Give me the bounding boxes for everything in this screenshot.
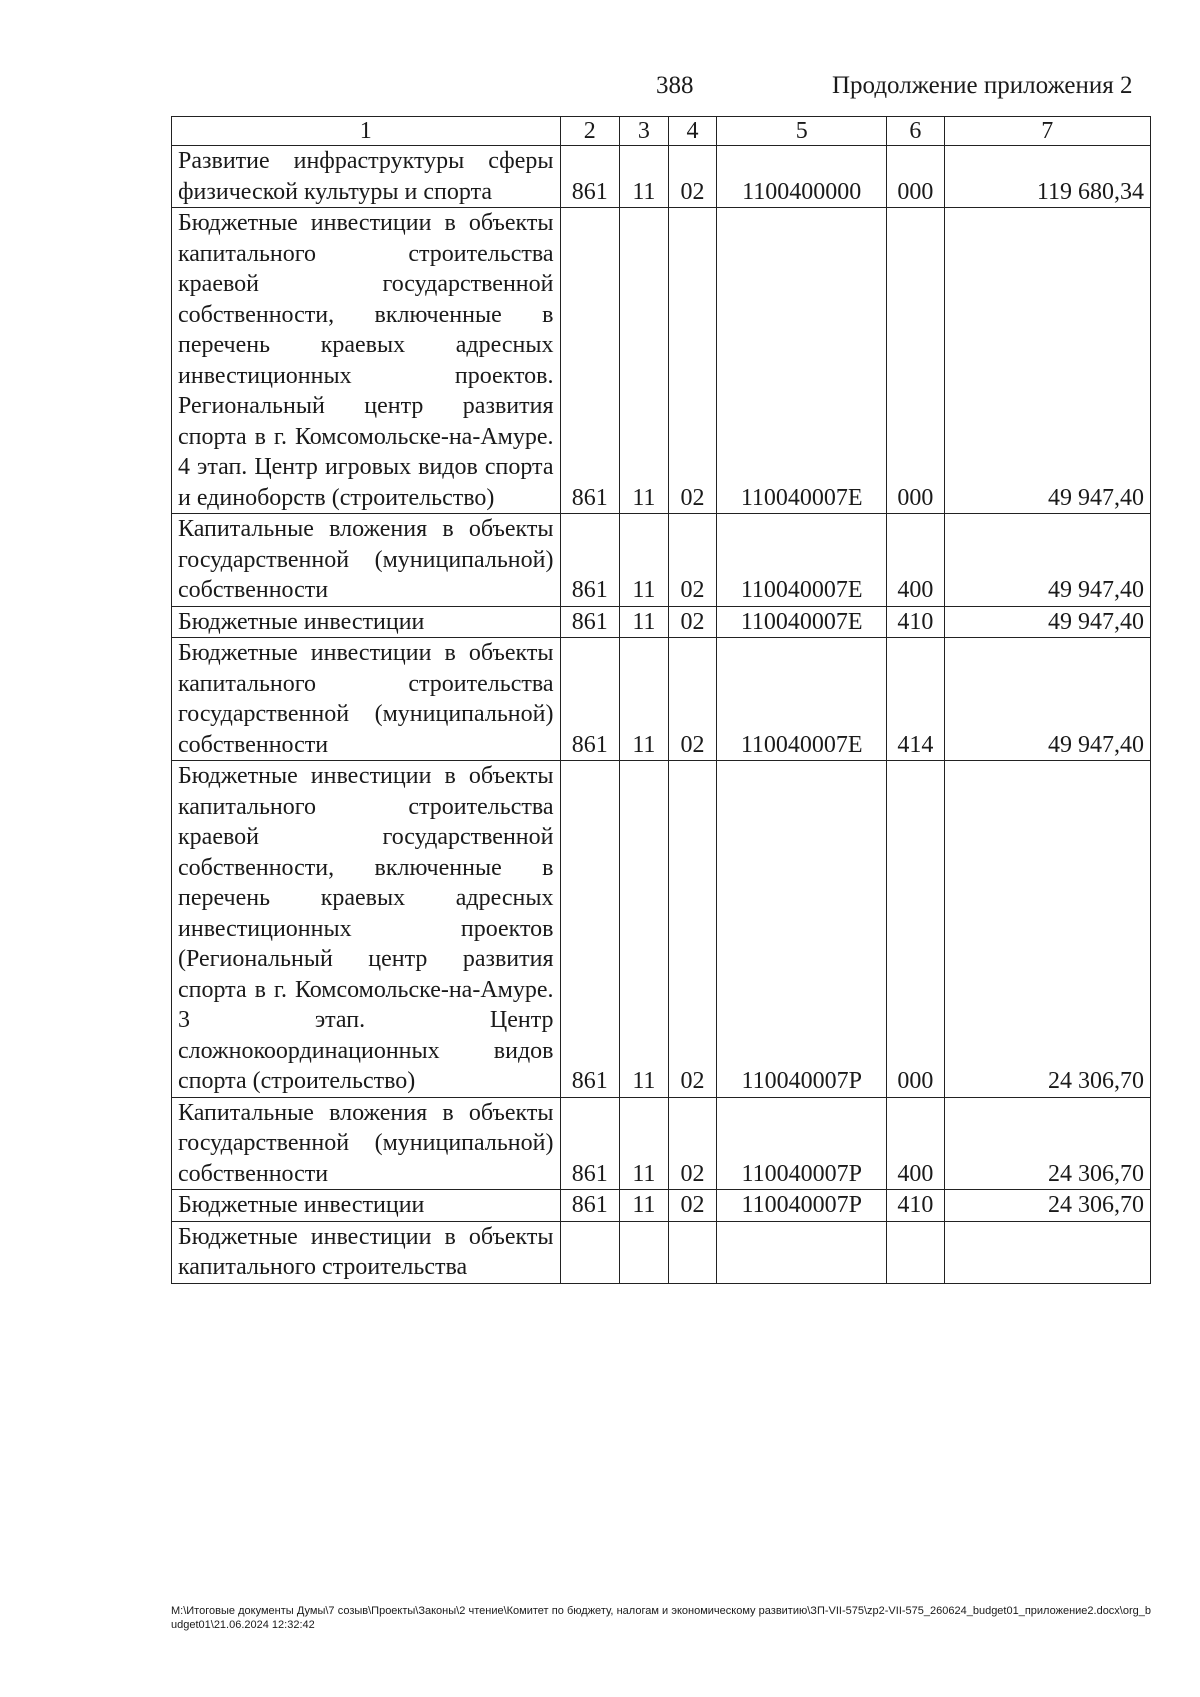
cell-ministry-code: 861: [560, 514, 620, 607]
cell-ministry-code: 861: [560, 1190, 620, 1222]
cell-expense-type: 410: [887, 1190, 944, 1222]
cell-target-article: 110040007Е: [717, 208, 887, 514]
cell-amount: 49 947,40: [944, 638, 1150, 761]
cell-expense-type: 000: [887, 146, 944, 208]
cell-amount: 49 947,40: [944, 208, 1150, 514]
cell-subsection: 02: [668, 1190, 717, 1222]
continuation-label: Продолжение приложения 2: [832, 72, 1133, 99]
table-row: [172, 1190, 1151, 1222]
file-path-footer: М:\Итоговые документы Думы\7 созыв\Проекты\Законы\2 чтение\Комитет по бюджету, налогам и экономическому развитию\ЗП-VII-575\zp2-VII-575_260624_budget01_приложение2.docx\org_budget01\21.06.2024 12:32:42: [171, 1605, 1151, 1631]
cell-expense-type: 400: [887, 1097, 944, 1190]
cell-ministry-code: [560, 1221, 620, 1283]
cell-subsection: [668, 1221, 717, 1283]
cell-target-article: 1100400000: [717, 146, 887, 208]
cell-ministry-code: 861: [560, 761, 620, 1098]
cell-expense-type: [887, 1221, 944, 1283]
cell-item-name: Бюджетные инвестиции в объекты капитального строительства краевой государственной собственности, включенные в перечень краевых адресных инвестиционных проектов (Региональный центр развития спорта в г. Комсомольске-на-Амуре. 3 этап. Центр сложнокоординационных видов спорта (строительство): [172, 761, 561, 1098]
table-body: [172, 146, 1151, 1284]
cell-section: 11: [620, 638, 669, 761]
cell-ministry-code: 861: [560, 146, 620, 208]
cell-amount: 119 680,34: [944, 146, 1150, 208]
cell-item-name: Капитальные вложения в объекты государственной (муниципальной) собственности: [172, 514, 561, 607]
cell-item-name: Бюджетные инвестиции в объекты капитального строительства государственной (муниципальной) собственности: [172, 638, 561, 761]
table-row: [172, 761, 1151, 1098]
table-row: [172, 146, 1151, 208]
cell-target-article: 110040007Р: [717, 1190, 887, 1222]
page-number: 388: [656, 72, 694, 99]
cell-item-name: Бюджетные инвестиции в объекты капитального строительства краевой государственной собственности, включенные в перечень краевых адресных инвестиционных проектов. Региональный центр развития спорта в г. Комсомольске-на-Амуре. 4 этап. Центр игровых видов спорта и единоборств (строительство): [172, 208, 561, 514]
cell-amount: 24 306,70: [944, 1190, 1150, 1222]
cell-section: 11: [620, 208, 669, 514]
column-header: 7: [944, 117, 1150, 146]
cell-amount: 49 947,40: [944, 606, 1150, 638]
table-row: [172, 606, 1151, 638]
table-row: [172, 1221, 1151, 1283]
column-header: 3: [620, 117, 669, 146]
cell-target-article: 110040007Е: [717, 514, 887, 607]
cell-section: 11: [620, 146, 669, 208]
cell-item-name: Капитальные вложения в объекты государственной (муниципальной) собственности: [172, 1097, 561, 1190]
cell-ministry-code: 861: [560, 1097, 620, 1190]
column-header: 6: [887, 117, 944, 146]
cell-expense-type: 410: [887, 606, 944, 638]
cell-section: [620, 1221, 669, 1283]
cell-section: 11: [620, 1097, 669, 1190]
cell-item-name: Развитие инфраструктуры сферы физической культуры и спорта: [172, 146, 561, 208]
cell-target-article: 110040007Р: [717, 1097, 887, 1190]
table-row: [172, 514, 1151, 607]
cell-subsection: 02: [668, 606, 717, 638]
table-header-row: [172, 117, 1151, 146]
table-row: [172, 208, 1151, 514]
table-row: [172, 1097, 1151, 1190]
cell-amount: 49 947,40: [944, 514, 1150, 607]
cell-ministry-code: 861: [560, 208, 620, 514]
cell-subsection: 02: [668, 1097, 717, 1190]
cell-ministry-code: 861: [560, 638, 620, 761]
cell-ministry-code: 861: [560, 606, 620, 638]
cell-amount: 24 306,70: [944, 761, 1150, 1098]
cell-target-article: [717, 1221, 887, 1283]
column-header: 5: [717, 117, 887, 146]
cell-item-name: Бюджетные инвестиции: [172, 606, 561, 638]
budget-table: [171, 116, 1151, 1284]
cell-target-article: 110040007Р: [717, 761, 887, 1098]
cell-target-article: 110040007Е: [717, 606, 887, 638]
cell-item-name: Бюджетные инвестиции: [172, 1190, 561, 1222]
cell-section: 11: [620, 514, 669, 607]
column-header: 4: [668, 117, 717, 146]
column-header: 2: [560, 117, 620, 146]
cell-section: 11: [620, 761, 669, 1098]
cell-section: 11: [620, 606, 669, 638]
table-row: [172, 638, 1151, 761]
cell-subsection: 02: [668, 208, 717, 514]
cell-target-article: 110040007Е: [717, 638, 887, 761]
column-header: 1: [172, 117, 561, 146]
cell-amount: 24 306,70: [944, 1097, 1150, 1190]
cell-subsection: 02: [668, 146, 717, 208]
cell-item-name: Бюджетные инвестиции в объекты капитального строительства: [172, 1221, 561, 1283]
cell-subsection: 02: [668, 514, 717, 607]
cell-expense-type: 000: [887, 208, 944, 514]
cell-expense-type: 400: [887, 514, 944, 607]
cell-expense-type: 414: [887, 638, 944, 761]
cell-section: 11: [620, 1190, 669, 1222]
cell-subsection: 02: [668, 638, 717, 761]
cell-subsection: 02: [668, 761, 717, 1098]
cell-amount: [944, 1221, 1150, 1283]
cell-expense-type: 000: [887, 761, 944, 1098]
